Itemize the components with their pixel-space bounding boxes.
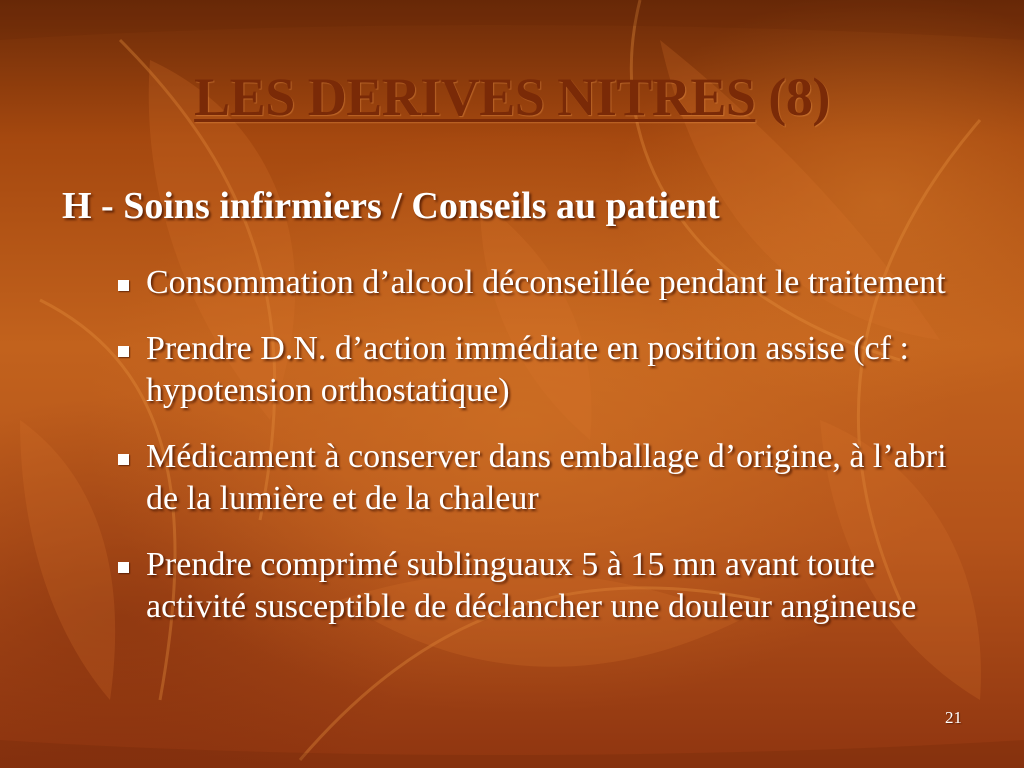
bullet-item	[116, 436, 976, 520]
square-bullet-icon	[118, 346, 129, 357]
bullet-text: Médicament à conserver dans emballage d’origine, à l’abri de la lumière et de la chaleur	[146, 438, 947, 517]
page-number: 21	[945, 708, 962, 727]
bullet-item	[116, 262, 976, 304]
bullet-text: Prendre D.N. d’action immédiate en position assise (cf : hypotension orthostatique)	[146, 330, 909, 409]
bullet-item	[116, 328, 976, 412]
bullet-text: Consommation d’alcool déconseillée pendant le traitement	[146, 264, 946, 301]
bullet-list	[116, 262, 976, 652]
bullet-text: Prendre comprimé sublinguaux 5 à 15 mn avant toute activité susceptible de déclancher une douleur angineuse	[146, 546, 917, 625]
bullet-item	[116, 544, 976, 628]
slide-title-suffix: (8)	[755, 67, 830, 127]
square-bullet-icon	[118, 280, 129, 291]
square-bullet-icon	[118, 454, 129, 465]
slide-title-main: LES DERIVES NITRES	[194, 67, 756, 127]
section-heading: H - Soins infirmiers / Conseils au patient	[62, 185, 720, 227]
slide-title	[0, 66, 1024, 128]
square-bullet-icon	[118, 562, 129, 573]
